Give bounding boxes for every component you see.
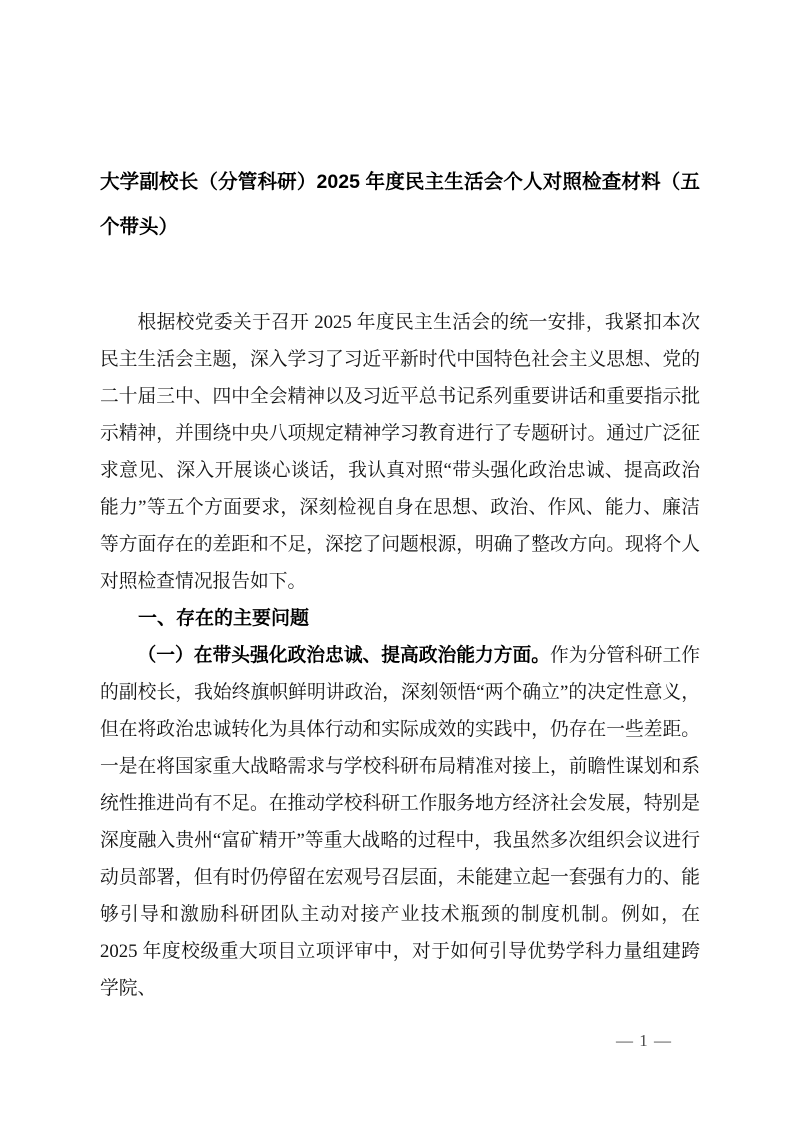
paragraph-bold-lead: 一、存在的主要问题 [138, 608, 310, 629]
document-content [100, 0, 700, 1007]
intro-paragraph [100, 304, 700, 600]
subsection-paragraph-1 [100, 637, 700, 1007]
section-heading-1 [100, 600, 700, 637]
document-body [100, 304, 700, 1007]
page-number: — 1 — [616, 1031, 672, 1050]
paragraph-text: 作为分管科研工作的副校长，我始终旗帜鲜明讲政治，深刻领悟“两个确立”的决定性意义，但在将政治忠诚转化为具体行动和实际成效的实践中，仍存在一些差距。一是在将国家重大战略需求与学校科研布局精准对接上，前瞻性谋划和系统性推进尚有不足。在推动学校科研工作服务地方经济社会发展，特别是深度融入贵州“富矿精开”等重大战略的过程中，我虽然多次组织会议进行动员部署，但有时仍停留在宏观号召层面，未能建立起一套强有力的、能够引导和激励科研团队主动对接产业技术瓶颈的制度机制。例如，在 2025 年度校级重大项目立项评审中，对于如何引导优势学科力量组建跨学院、 [100, 645, 700, 999]
paragraph-text: 根据校党委关于召开 2025 年度民主生活会的统一安排，我紧扣本次民主生活会主题，深入学习了习近平新时代中国特色社会主义思想、党的二十届三中、四中全会精神以及习近平总书记系列重要讲话和重要指示批示精神，并围绕中央八项规定精神学习教育进行了专题研讨。通过广泛征求意见、深入开展谈心谈话，我认真对照“带头强化政治忠诚、提高政治能力”等五个方面要求，深刻检视自身在思想、政治、作风、能力、廉洁等方面存在的差距和不足，深挖了问题根源，明确了整改方向。现将个人对照检查情况报告如下。 [100, 312, 700, 592]
document-title: 大学副校长（分管科研）2025 年度民主生活会个人对照检查材料（五个带头） [100, 171, 700, 238]
paragraph-bold-lead: （一）在带头强化政治忠诚、提高政治能力方面。 [137, 645, 550, 666]
